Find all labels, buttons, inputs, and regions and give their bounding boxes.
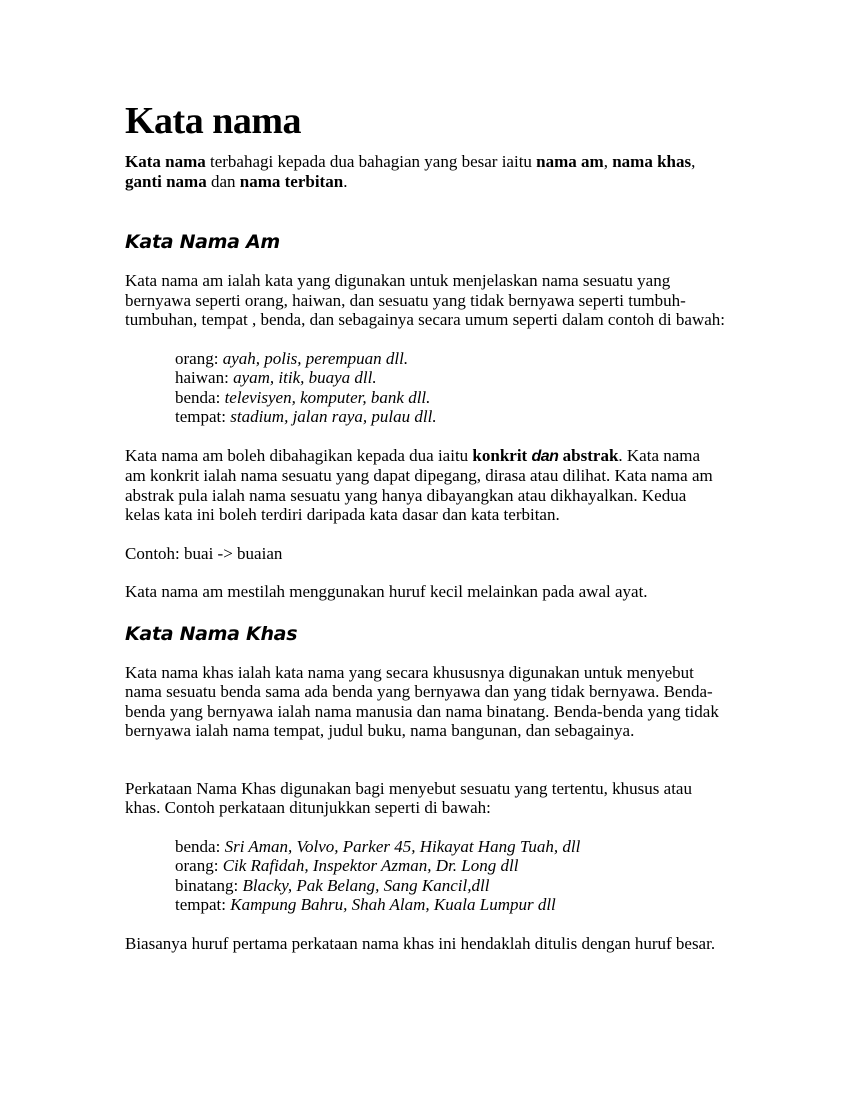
list-item <box>175 407 725 427</box>
list-item <box>175 837 725 857</box>
text-run: Blacky, Pak Belang, Sang Kancil,dll <box>242 875 490 895</box>
document-title: Kata nama <box>125 100 301 142</box>
text-run: benda: <box>175 387 225 407</box>
list-item <box>175 895 725 915</box>
paragraph <box>125 446 725 525</box>
list-item <box>175 368 725 388</box>
text-run: Perkataan Nama Khas digunakan bagi menyebut sesuatu yang tertentu, khusus atau khas. Contoh perkataan ditunjukkan seperti di bawah: <box>125 778 692 817</box>
text-run: Sri Aman, Volvo, Parker 45, Hikayat Hang Tuah, dll <box>224 836 581 856</box>
text-run: , <box>603 152 613 171</box>
text-run: . <box>343 171 348 191</box>
text-run: orang: <box>175 348 223 368</box>
text-run: Kata nama am boleh dibahagikan kepada dua iaitu <box>125 445 473 465</box>
text-run: konkrit <box>472 445 532 465</box>
text-run: abstrak <box>558 445 619 465</box>
text-run: benda: <box>175 836 225 856</box>
text-run: Cik Rafidah, Inspektor Azman, Dr. Long dll <box>222 856 519 875</box>
text-run: nama terbitan <box>239 171 344 191</box>
example-list <box>175 837 725 915</box>
example-list <box>175 349 725 427</box>
text-run: ganti nama <box>125 171 207 191</box>
text-run: ayah, polis, perempuan dll. <box>222 348 409 368</box>
paragraph <box>125 544 725 564</box>
section-heading: Kata Nama Am <box>125 231 280 253</box>
text-run: , <box>691 152 696 171</box>
text-run: Kata nama <box>125 152 206 171</box>
list-item <box>175 388 725 408</box>
text-run: Biasanya huruf pertama perkataan nama khas ini hendaklah ditulis dengan huruf besar. <box>125 933 716 953</box>
text-run: Kata nama am ialah kata yang digunakan untuk menjelaskan nama sesuatu yang bernyawa seperti orang, haiwan, dan sesuatu yang tidak bernyawa seperti tumbuh-tumbuhan, tempat , benda, dan sebagainya secara umum seperti dalam contoh di bawah: <box>125 271 725 329</box>
text-run: binatang: <box>175 875 243 895</box>
text-run: dan <box>206 171 240 191</box>
text-run: televisyen, komputer, bank dll. <box>224 387 431 407</box>
list-item <box>175 876 725 896</box>
paragraph <box>125 934 725 954</box>
text-run: Contoh: buai -> buaian <box>125 543 283 563</box>
paragraph <box>125 663 725 741</box>
list-item <box>175 349 725 369</box>
text-run: tempat: <box>175 895 231 914</box>
text-run: . Kata nama am konkrit ialah nama sesuatu yang dapat dipegang, dirasa atau dilihat. Kata nama am abstrak pula ialah nama sesuatu yang hanya dibayangkan atau dikhayalkan. Kedua kelas kata ini boleh terdiri daripada kata dasar dan kata terbitan. <box>125 445 713 524</box>
text-run: stadium, jalan raya, pulau dll. <box>230 407 437 426</box>
section-heading: Kata Nama Khas <box>125 622 298 645</box>
text-run: dan <box>531 447 559 465</box>
document-body <box>125 152 725 953</box>
blank-line <box>125 760 725 779</box>
paragraph <box>125 271 725 330</box>
text-run: Kata nama am mestilah menggunakan huruf kecil melainkan pada awal ayat. <box>125 582 648 601</box>
text-run: Kata nama khas ialah kata nama yang secara khususnya digunakan untuk menyebut nama sesuatu benda sama ada benda yang bernyawa dan yang tidak bernyawa. Benda-benda yang bernyawa ialah nama manusia dan nama binatang. Benda-benda yang tidak bernyawa ialah nama tempat, judul buku, nama bangunan, dan sebagainya. <box>125 662 719 740</box>
paragraph <box>125 779 725 818</box>
blank-line <box>125 210 725 229</box>
text-run: nama khas <box>612 152 692 171</box>
paragraph <box>125 582 725 602</box>
text-run: Kampung Bahru, Shah Alam, Kuala Lumpur dll <box>230 895 556 914</box>
text-run: ayam, itik, buaya dll. <box>233 368 377 387</box>
text-run: haiwan: <box>175 368 234 387</box>
text-run: nama am <box>536 152 604 171</box>
text-run: tempat: <box>175 407 231 426</box>
list-item <box>175 856 725 876</box>
paragraph <box>125 152 725 191</box>
text-run: terbahagi kepada dua bahagian yang besar iaitu <box>205 152 537 171</box>
text-run: orang: <box>175 856 223 875</box>
